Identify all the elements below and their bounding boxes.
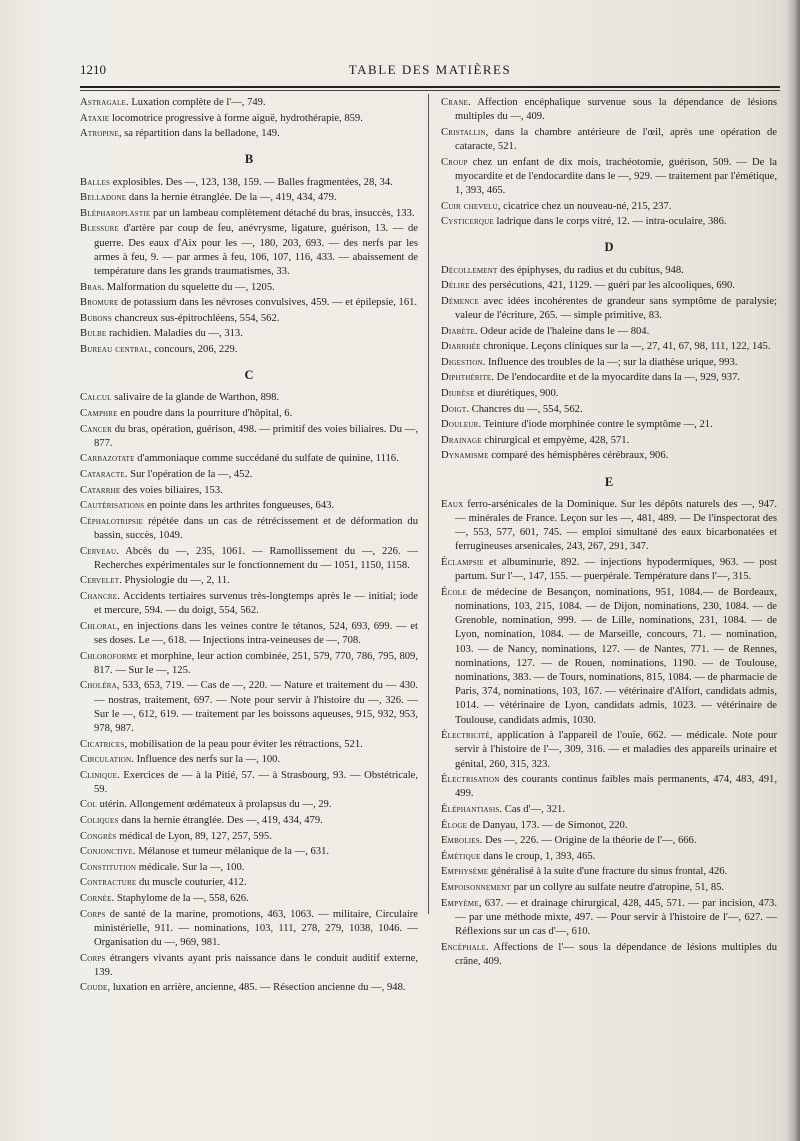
entry-headword: Empyème <box>441 897 479 909</box>
entry-text: médical de Lyon, 89, 127, 257, 595. <box>116 830 272 842</box>
index-entry <box>80 574 418 588</box>
entry-headword: Camphre <box>80 407 118 419</box>
section-letter-d: D <box>604 240 614 255</box>
entry-headword: Cervelet <box>80 575 120 587</box>
entry-text: par un lambeau complètement détaché du bras, insuccès, 133. <box>150 207 415 219</box>
entry-text: et morphine, leur action combinée, 251, 579, 770, 786, 795, 809, 817. — Sur le —, 125. <box>94 650 418 676</box>
entry-text: . Physiologie du —, 2, 11. <box>119 575 230 587</box>
index-entry <box>441 387 777 401</box>
index-entry <box>80 468 418 482</box>
index-entry <box>80 830 418 844</box>
entry-text: . Teinture d'iode morphinée contre le symptôme —, 21. <box>478 419 713 431</box>
entry-text: des épiphyses, du radius et du cubitus, 948. <box>497 264 684 276</box>
entry-headword: Col <box>80 799 97 811</box>
entries-c <box>80 391 418 995</box>
page-number: 1210 <box>80 62 106 77</box>
entry-text: des courants continus faibles mais permanents, 474, 483, 491, 499. <box>455 774 777 800</box>
entry-text: . Exercices de — à la Pitié, 57. — à Strasbourg, 93. — Obstétricale, 59. <box>94 769 418 795</box>
entry-headword: Emphysème <box>441 866 489 878</box>
index-entry <box>80 908 418 951</box>
entry-text: du bras, opération, guérison, 498. — primitif des voies biliaires. Du —, 877. <box>94 423 418 449</box>
index-entry <box>441 865 777 879</box>
index-entry <box>80 876 418 890</box>
index-entry <box>80 296 418 310</box>
entry-text: , 637. — et drainage chirurgical, 428, 445, 571. — par incision, 473. — par une méthode mixte, 497. — Pour servir à l'histoire de l'—, 627. — Réflexions sur un cas d'—, 610. <box>455 897 777 937</box>
entry-text: de santé de la marine, promotions, 463, 1063. — militaire, Circulaire ministérielle, 911. — nominations, 103, 111, 278, 279, 1038, 1046. — Organisation du —, 969, 981. <box>94 908 418 949</box>
entry-text: . Sur l'opération de la —, 452. <box>124 468 253 480</box>
entry-headword: Démence <box>441 295 479 307</box>
section-letter-e: E <box>604 474 614 489</box>
entry-headword: Émétique <box>441 850 481 862</box>
entry-text: en poudre dans la pourriture d'hôpital, 6. <box>117 407 293 419</box>
entries-b <box>80 176 418 358</box>
index-entry <box>80 861 418 875</box>
index-entry <box>441 449 777 463</box>
entry-headword: Électricité <box>441 730 490 742</box>
index-entry <box>441 215 777 229</box>
entry-headword: Bubons <box>80 312 112 324</box>
entry-headword: Cataracte <box>80 468 125 480</box>
entries-e <box>441 498 777 969</box>
index-entry <box>80 769 418 797</box>
entry-headword: Croup <box>441 156 468 168</box>
entry-text: , concours, 206, 229. <box>148 343 238 355</box>
entry-headword: Choléra <box>80 680 117 692</box>
entry-text: utérin. Allongement œdémateux à prolapsus du —, 29. <box>97 799 332 811</box>
entry-text: chancreux sus-épitrochléens, 554, 562. <box>112 312 280 324</box>
entry-text: , mobilisation de la peau pour éviter les rétractions, 521. <box>124 738 363 750</box>
index-entry <box>80 499 418 513</box>
entry-text: salivaire de la glande de Warthon, 898. <box>111 392 280 404</box>
index-entry <box>441 897 777 940</box>
entries-c-continued <box>441 96 777 229</box>
index-entry <box>441 498 777 555</box>
index-entry <box>80 590 418 618</box>
entry-headword: Dynamisme <box>441 450 489 462</box>
header-rule-thick <box>80 86 780 88</box>
index-entry <box>441 96 777 124</box>
entry-headword: Astragale <box>80 97 127 108</box>
index-entry <box>441 834 777 848</box>
entry-headword: Corps <box>80 908 106 920</box>
entry-text: et diurétiques, 900. <box>474 387 559 399</box>
entries-a <box>80 96 418 141</box>
entry-headword: Coliques <box>80 815 119 827</box>
entry-headword: Délire <box>441 280 470 292</box>
index-entry <box>441 556 777 584</box>
entry-headword: Constitution <box>80 861 137 873</box>
entry-headword: Douleur <box>441 419 479 431</box>
entry-text: . Cas d'—, 321. <box>499 803 565 815</box>
entry-headword: Diphthérite <box>441 372 492 384</box>
entry-headword: Embolies <box>441 835 480 847</box>
index-entry <box>80 515 418 543</box>
entry-text: avec idées incohérentes de grandeur sans symptôme de paralysie; valeur de l'écriture, 265. — simple primitive, 83. <box>455 295 777 321</box>
entry-text: chirurgical et empyème, 428, 571. <box>481 434 630 446</box>
index-entry <box>441 403 777 417</box>
entry-text: . Malformation du squelette du —, 1205. <box>101 281 275 293</box>
index-entry <box>80 327 418 341</box>
entry-headword: Décollement <box>441 264 498 276</box>
entry-text: et albuminurie, 892. — injections hypodermiques, 963. — post partum. Sur l'—, 147, 155. — puerpérale. Température dans l'—, 315. <box>455 556 777 583</box>
index-entry <box>441 325 777 339</box>
index-entry <box>441 418 777 432</box>
index-entry <box>80 96 418 110</box>
index-entry <box>80 650 418 678</box>
entry-headword: Cornée <box>80 893 112 905</box>
entry-headword: Éléphantiasis <box>441 803 500 815</box>
index-entry <box>441 264 777 278</box>
index-entry <box>80 798 418 812</box>
index-entry <box>80 620 418 648</box>
index-entry <box>441 850 777 864</box>
index-entry <box>80 176 418 190</box>
entry-text: . De l'endocardite et de la myocardite dans la —, 929, 937. <box>491 372 741 384</box>
entry-headword: Circulation <box>80 754 132 766</box>
entry-text: rachidien. Maladies du —, 313. <box>106 328 243 340</box>
section-letter-c: C <box>244 368 254 383</box>
entry-text: étrangers vivants ayant pris naissance dans le conduit auditif externe, 139. <box>94 952 418 978</box>
index-entry <box>441 803 777 817</box>
index-entry <box>80 738 418 752</box>
entry-text: ladrique dans le corps vitré, 12. — intra-oculaire, 386. <box>493 216 727 228</box>
index-entry <box>80 952 418 980</box>
page-edge-shadow <box>786 0 800 1141</box>
entry-text: ferro-arsénicales de la Dominique. Sur les dépôts naturels des —, 947. — minérales de France. Leçon sur les —, 481, 489. — De l'inspectorat des —, 553, 577, 601, 745. — emploi simultané des eaux bicarbonatées et ferrugineuses arsenicales, 243, 267, 291, 347. <box>455 498 777 553</box>
entries-d <box>441 264 777 464</box>
index-entry <box>441 586 777 728</box>
entry-headword: Clinique <box>80 769 118 781</box>
entry-text: de médecine de Besançon, nominations, 951, 1084.— de Bordeaux, nominations, 103, 215, 1084. — de Dijon, nominations, 230, 1084. — de Grenoble, nomination, 999. — de Lille, nominations, 231, 1084. — de Lyon, nomination, 1084. — de Marseille, concours, 71. — nomination, 103. — de Nancy, nominations, 127. — de Nantes, 771. — de Rennes, nominations, 127. — de Rouen, nominations, 1190. — de Toulouse, nominations, 383. — de Tours, nominations, 815, 1084. — de pharmacie de Paris, 374, nominations, 103, 167. — vétérinaire d'Alfort, candidats admis, 1014. — vétérinaire de Lyon, candidats admis, 1023. — vétérinaire de Toulouse, candidats admis, 1030. <box>455 586 777 726</box>
index-entry <box>80 112 418 126</box>
entry-text: généralisé à la suite d'une fracture du sinus frontal, 426. <box>488 866 728 878</box>
entry-text: médicale. Sur la —, 100. <box>136 861 245 873</box>
entry-headword: Blessure <box>80 223 120 235</box>
entry-text: comparé des hémisphères cérébraux, 906. <box>488 450 669 462</box>
entry-headword: Belladone <box>80 192 127 204</box>
index-entry <box>80 845 418 859</box>
entry-text: des voies biliaires, 153. <box>120 484 223 496</box>
index-entry <box>80 484 418 498</box>
entry-headword: École <box>441 586 467 598</box>
index-entry <box>80 312 418 326</box>
index-entry <box>441 126 777 154</box>
entry-text: chez un enfant de dix mois, trachéotomie, guérison, 509. — De la myocardite et de l'endocardite dans le —, 929. — traitement par l'émétique, 1, 393, 465. <box>455 156 777 196</box>
entry-headword: Empoisonnement <box>441 881 511 893</box>
entry-text: en pointe dans les arthrites fongueuses, 643. <box>144 500 335 512</box>
entry-text: des persécutions, 421, 1129. — guéri par les alcooliques, 690. <box>469 280 735 292</box>
entry-text: , en injections dans les veines contre le tétanos, 524, 693, 699. — et ses doses. Le —, 618. — Injections intra-veineuses de —, 708. <box>94 620 418 646</box>
entry-headword: Bureau central <box>80 343 149 355</box>
index-entry <box>441 941 777 969</box>
entry-headword: Éloge <box>441 819 468 831</box>
entry-headword: Calcul <box>80 392 112 404</box>
entry-headword: Catarrhe <box>80 484 121 496</box>
entry-text: . Staphylome de la —, 558, 626. <box>111 893 249 905</box>
entry-headword: Congrès <box>80 830 117 842</box>
entry-headword: Atropine <box>80 128 119 140</box>
index-entry <box>80 892 418 906</box>
entry-text: . Luxation complète de l'—, 749. <box>126 97 266 108</box>
entry-text: répétée dans un cas de rétrécissement et de déformation du bassin, succès, 1049. <box>94 515 418 541</box>
index-entry <box>80 753 418 767</box>
index-entry <box>441 819 777 833</box>
index-entry <box>80 281 418 295</box>
entry-headword: Cuir chevelu <box>441 200 498 212</box>
entry-text: d'artère par coup de feu, anévrysme, ligature, guérison, 13. — de guerre. Des eaux d'Aix pour les —, 180, 203, 693. — des nerfs par les armes à feu, 9. — par armes à feu, 106, 107, 116, 433. — abaissement de température dans les grands traumatismes, 33. <box>94 223 418 277</box>
entry-headword: Doigt <box>441 403 467 415</box>
entry-text: chronique. Leçons cliniques sur la —, 27, 41, 67, 98, 111, 122, 145. <box>480 341 771 353</box>
entry-headword: Blépharoplastie <box>80 207 151 219</box>
index-entry <box>441 773 777 801</box>
index-entry <box>80 222 418 279</box>
index-entry <box>441 340 777 354</box>
entry-headword: Digestion <box>441 356 483 368</box>
index-entry <box>441 200 777 214</box>
entry-headword: Ataxie <box>80 112 110 124</box>
entry-headword: Cautérisations <box>80 500 145 512</box>
entry-headword: Diabète <box>441 325 475 337</box>
entry-headword: Conjonctive <box>80 846 133 858</box>
right-column <box>441 96 777 970</box>
entry-headword: Eaux <box>441 498 464 510</box>
index-entry <box>80 127 418 141</box>
entry-text: . Affections de l'— sous la dépendance de lésions multiples du crâne, 409. <box>455 941 777 967</box>
entry-text: , application à l'appareil de l'ouïe, 662. — médicale. Note pour servir à l'histoire de l'—, 309, 316. — et maladies des appareils urinaire et génital, 260, 315, 323. <box>455 730 777 770</box>
entry-headword: Chancre <box>80 590 118 602</box>
entry-text: , sa répartition dans la belladone, 149. <box>118 128 280 140</box>
index-entry <box>441 279 777 293</box>
entry-text: par un collyre au sulfate neutre d'atropine, 51, 85. <box>510 881 725 893</box>
entry-headword: Chloral <box>80 620 117 632</box>
entry-headword: Carbazotate <box>80 453 135 465</box>
entry-headword: Diarrhée <box>441 341 481 353</box>
entry-text: . Des —, 226. — Origine de la théorie de l'—, 666. <box>479 835 697 847</box>
entry-headword: Balles <box>80 176 111 188</box>
index-entry <box>80 981 418 995</box>
entry-headword: Corps <box>80 952 106 964</box>
index-entry <box>80 391 418 405</box>
entry-text: , 533, 653, 719. — Cas de —, 220. — Nature et traitement du — 430. — nostras, traitement, 697. — Note pour servir à l'histoire du —, 326. — Sur le —, 612, 619. — traitement par les boissons aqueuses, 915, 932, 953, 978, 987. <box>94 680 418 734</box>
entry-headword: Coude <box>80 982 108 994</box>
entry-text: de potassium dans les névroses convulsives, 459. — et épilepsie, 161. <box>118 297 418 309</box>
index-entry <box>80 343 418 357</box>
header-rule-thin <box>80 90 780 91</box>
index-entry <box>441 881 777 895</box>
entry-headword: Crane <box>441 97 469 108</box>
entry-text: de Danyau, 173. — de Simonot, 220. <box>467 819 628 831</box>
entry-headword: Cancer <box>80 423 112 435</box>
entry-text: . Abcès du —, 235, 1061. — Ramollissement du —, 226. — Recherches expérimentales sur le fonctionnement du — 1051, 1150, 1158. <box>94 545 418 571</box>
running-title: TABLE DES MATIÈRES <box>348 62 512 77</box>
index-entry <box>441 434 777 448</box>
entry-text: dans la hernie étranglée. Des —, 419, 434, 479. <box>118 815 323 827</box>
entry-headword: Diurèse <box>441 387 475 399</box>
index-entry <box>80 679 418 736</box>
entry-headword: Contracture <box>80 877 137 889</box>
entry-text: . Odeur acide de l'haleine dans le — 804. <box>474 325 650 337</box>
index-entry <box>80 207 418 221</box>
section-letter-b: B <box>244 152 254 167</box>
entry-text: . Mélanose et tumeur mélanique de la —, 631. <box>132 846 330 858</box>
entry-headword: Cristallin <box>441 126 486 138</box>
index-entry <box>80 814 418 828</box>
entry-headword: Cysticerque <box>441 216 494 228</box>
index-entry <box>80 452 418 466</box>
entry-text: . Affection encéphalique survenue sous la dépendance de lésions multiples du —, 409. <box>455 97 777 123</box>
entry-text: . Chancres du —, 554, 562. <box>466 403 583 415</box>
entry-headword: Cerveau <box>80 545 117 557</box>
index-entry <box>441 356 777 370</box>
entry-text: explosibles. Des —, 123, 138, 159. — Balles fragmentées, 28, 34. <box>110 176 393 188</box>
entry-headword: Éclampsie <box>441 556 484 568</box>
entry-headword: Chloroforme <box>80 650 138 662</box>
entry-text: dans la hernie étranglée. De la —, 419, 434, 479. <box>126 192 337 204</box>
entry-headword: Cicatrices <box>80 738 125 750</box>
index-entry <box>80 423 418 451</box>
entry-headword: Encéphale <box>441 941 486 953</box>
entry-text: du muscle couturier, 412. <box>136 877 247 889</box>
page-header <box>80 62 780 84</box>
left-column <box>80 96 418 997</box>
entry-headword: Bras <box>80 281 102 293</box>
index-entry <box>441 371 777 385</box>
entry-headword: Drainage <box>441 434 482 446</box>
entry-text: d'ammoniaque comme succédané du sulfate de quinine, 1116. <box>134 453 399 465</box>
entry-headword: Électrisation <box>441 774 500 786</box>
entry-text: . Influence des troubles de la —; sur la diathèse urique, 993. <box>482 356 738 368</box>
entry-text: . Accidents tertiaires survenus très-longtemps après le — initial; iode et mercure, 594. — du doigt, 554, 562. <box>94 590 418 617</box>
column-divider <box>428 94 429 914</box>
index-entry <box>80 545 418 573</box>
index-entry <box>441 295 777 323</box>
index-entry <box>80 191 418 205</box>
index-entry <box>441 729 777 772</box>
entry-headword: Bromure <box>80 297 119 309</box>
index-entry <box>80 407 418 421</box>
index-entry <box>441 156 777 199</box>
entry-text: locomotrice progressive à forme aiguë, hydrothérapie, 859. <box>109 112 363 124</box>
entry-text: . Influence des nerfs sur la —, 100. <box>131 754 281 766</box>
entry-text: , luxation en arrière, ancienne, 485. — Résection ancienne du —, 948. <box>107 982 406 994</box>
entry-headword: Céphalotripsie <box>80 515 144 527</box>
entry-headword: Bulbe <box>80 328 107 340</box>
entry-text: , cicatrice chez un nouveau-né, 215, 237. <box>497 200 672 212</box>
entry-text: dans le croup, 1, 393, 465. <box>480 850 596 862</box>
entry-text: , dans la chambre antérieure de l'œil, après une opération de cataracte, 521. <box>455 126 777 152</box>
